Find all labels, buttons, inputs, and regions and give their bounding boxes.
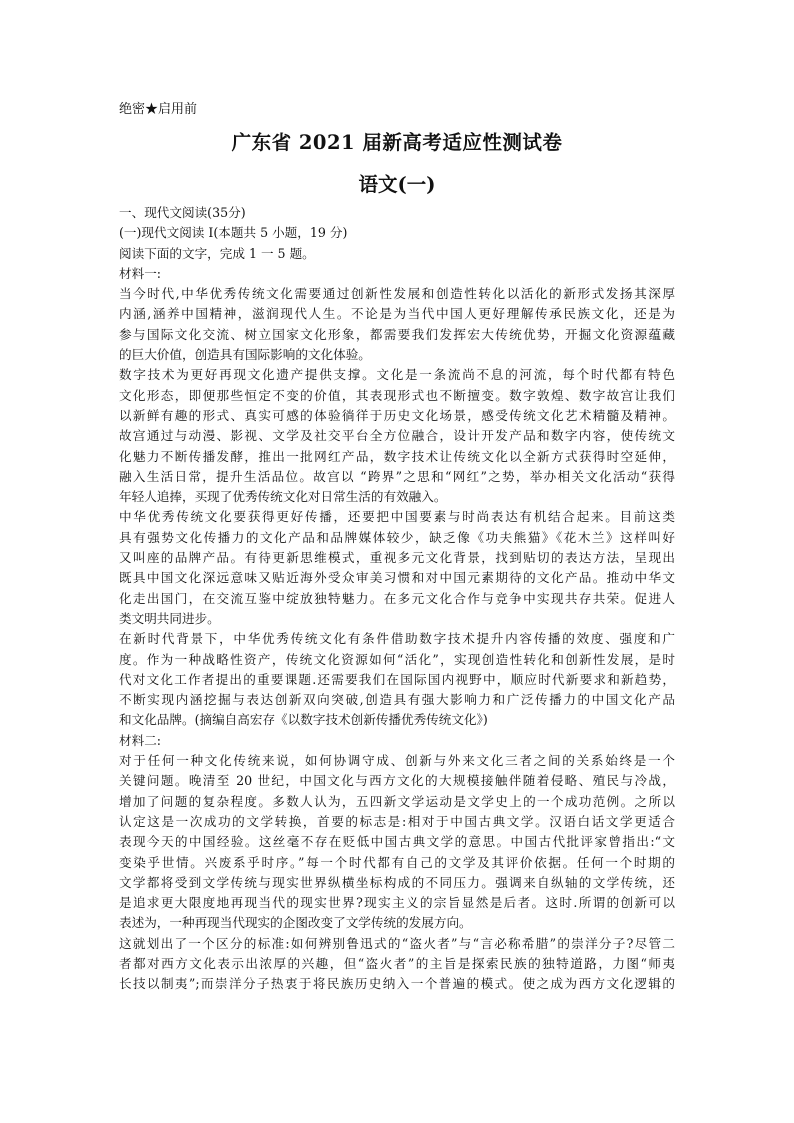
text-line: 的巨大价值，创造具有国际影响的文化体验。	[119, 347, 371, 363]
section-heading: 一、现代文阅读(35分)	[119, 205, 246, 220]
text-line: 中华优秀传统文化要获得更好传播，还要把中国要素与时尚表达有机结合起来。目前这类	[119, 509, 675, 525]
text-line: 者都对西方文化表示出浓厚的兴趣，但“盗火者”的主旨是探索民族的独特道路，力图“师夷	[119, 955, 675, 971]
text-line: 是追求更大限度地再现当代的现实世界?现实主义的宗旨显然是后者。这时.所谓的创新可以	[119, 895, 675, 911]
exam-subtitle: 语文(一)	[358, 173, 436, 196]
text-line: 化魅力不断传播发酵，推出一批网红产品，数字技术让传统文化以全新方式获得时空延伸，	[119, 448, 675, 464]
text-line: 在新时代背景下，中华优秀传统文化有条件借助数字技术提升内容传播的效度、强度和广	[119, 631, 675, 647]
text-line: 不断实现内涵挖掘与表达创新双向突破,创造具有强大影响力和广泛传播力的中国文化产品	[119, 692, 675, 708]
text-line: 年轻人追捧，买现了优秀传统文化对日常生活的有效融入。	[119, 489, 447, 505]
text-line: 表现今天的中国经验。这丝毫不存在贬低中国古典文学的意思。中国古代批评家曾指出:“文	[119, 834, 675, 850]
text-line: 当今时代,中华优秀传统文化需要通过创新性发展和创造性转化以活化的新形式发扬其深厚	[119, 286, 675, 302]
text-line: 这就划出了一个区分的标准:如何辨别鲁迅式的“盗火者”与“言必称希腊”的崇洋分子?尽管二	[119, 935, 675, 951]
text-line: 以新鲜有趣的形式、真实可感的体验徜徉于历史文化场景，感受传统文化艺术精髓及精神。	[119, 407, 675, 423]
text-line: 又叫座的品牌产品。有待更新思维模式，重视多元文化背景，找到贴切的表达方法，呈现出	[119, 550, 675, 566]
text-line: 内涵,涵养中国精神，滋润现代人生。不论是为当代中国人更好理解传承民族文化，还是为	[119, 306, 675, 322]
text-line: 变染乎世情。兴废系乎时序。”每一个时代都有自己的文学及其评价依据。任何一个时期的	[119, 854, 675, 870]
text-line: 长技以制夷”;而崇洋分子热衷于将民族历史纳入一个普遍的模式。使之成为西方文化逻辑的	[119, 976, 675, 992]
text-line: 既具中国文化深远意味又贴近海外受众审美习惯和对中国元素期待的文化产品。推动中华文	[119, 570, 675, 586]
text-line: 参与国际文化交流、树立国家文化形象，都需要我们发挥宏大传统优势，开掘文化资源蕴藏	[119, 326, 675, 342]
text-line: 融入生活日常，提升生活品位。故宫以 “跨界”之思和“网红”之势，举办相关文化活动“获得	[119, 468, 675, 484]
exam-title: 广东省 2021 届新高考适应性测试卷	[231, 131, 563, 154]
text-line: 关键问题。晚清至 20 世纪，中国文化与西方文化的大规模接触伴随着侵略、殖民与冷战，	[119, 773, 675, 789]
text-line: 文学都将受到文学传统与现实世界纵横坐标构成的不同压力。强调来自纵轴的文学传统，还	[119, 874, 675, 890]
confidential-label: 绝密★启用前	[119, 102, 198, 117]
text-line: 和文化品牌。(摘编自高宏存《以数字技术创新传播优秀传统文化》)	[119, 712, 488, 728]
text-line: 化走出国门，在交流互鉴中绽放独特魅力。在多元文化合作与竞争中实现共存共荣。促进人	[119, 590, 675, 606]
text-line: 对于任何一种文化传统来说，如何协调守成、创新与外来文化三者之间的关系始终是一个	[119, 753, 675, 769]
text-line: 数字技术为更好再现文化遗产提供支撑。文化是一条流尚不息的河流，每个时代都有特色	[119, 367, 675, 383]
document-body	[119, 203, 675, 995]
text-line: 代对文化工作者提出的重要课题.还需要我们在国际国内视野中，顺应时代新要求和新趋势，	[119, 671, 675, 687]
text-line: 表述为，一种再现当代现实的企图改变了文学传统的发展方向。	[119, 915, 472, 931]
subsection-heading: (一)现代文阅读 I(本题共 5 小题，19 分)	[119, 225, 348, 241]
text-line: 增加了问题的复杂程度。多数人认为，五四新文学运动是文学史上的一个成功范例。之所以	[119, 793, 675, 809]
text-line: 文化形态，即便那些恒定不变的价值，其表现形式也不断擅变。数字敦煌、数字故宫让我们	[119, 387, 675, 403]
material-two-label: 材料二:	[119, 732, 162, 748]
text-line: 认定这是一次成功的文学转换，首要的标志是:相对于中国古典文学。汉语白话文学更适合	[119, 813, 675, 829]
text-line: 度。作为一种战略性资产，传统文化资源如何“活化”，实现创造性转化和创新性发展，是时	[119, 651, 675, 667]
instruction-line: 阅读下面的文字，完成 1 一 5 题。	[119, 245, 315, 261]
text-line: 故宫通过与动漫、影视、文学及社交平台全方位融合，设计开发产品和数字内容，使传统文	[119, 428, 675, 444]
text-line: 具有强势文化传播力的文化产品和品牌媒体较少，缺乏像《功夫熊猫》《花木兰》这样叫好	[119, 529, 675, 545]
text-line: 类文明共同进步。	[119, 610, 220, 626]
material-one-label: 材料一:	[119, 265, 162, 281]
